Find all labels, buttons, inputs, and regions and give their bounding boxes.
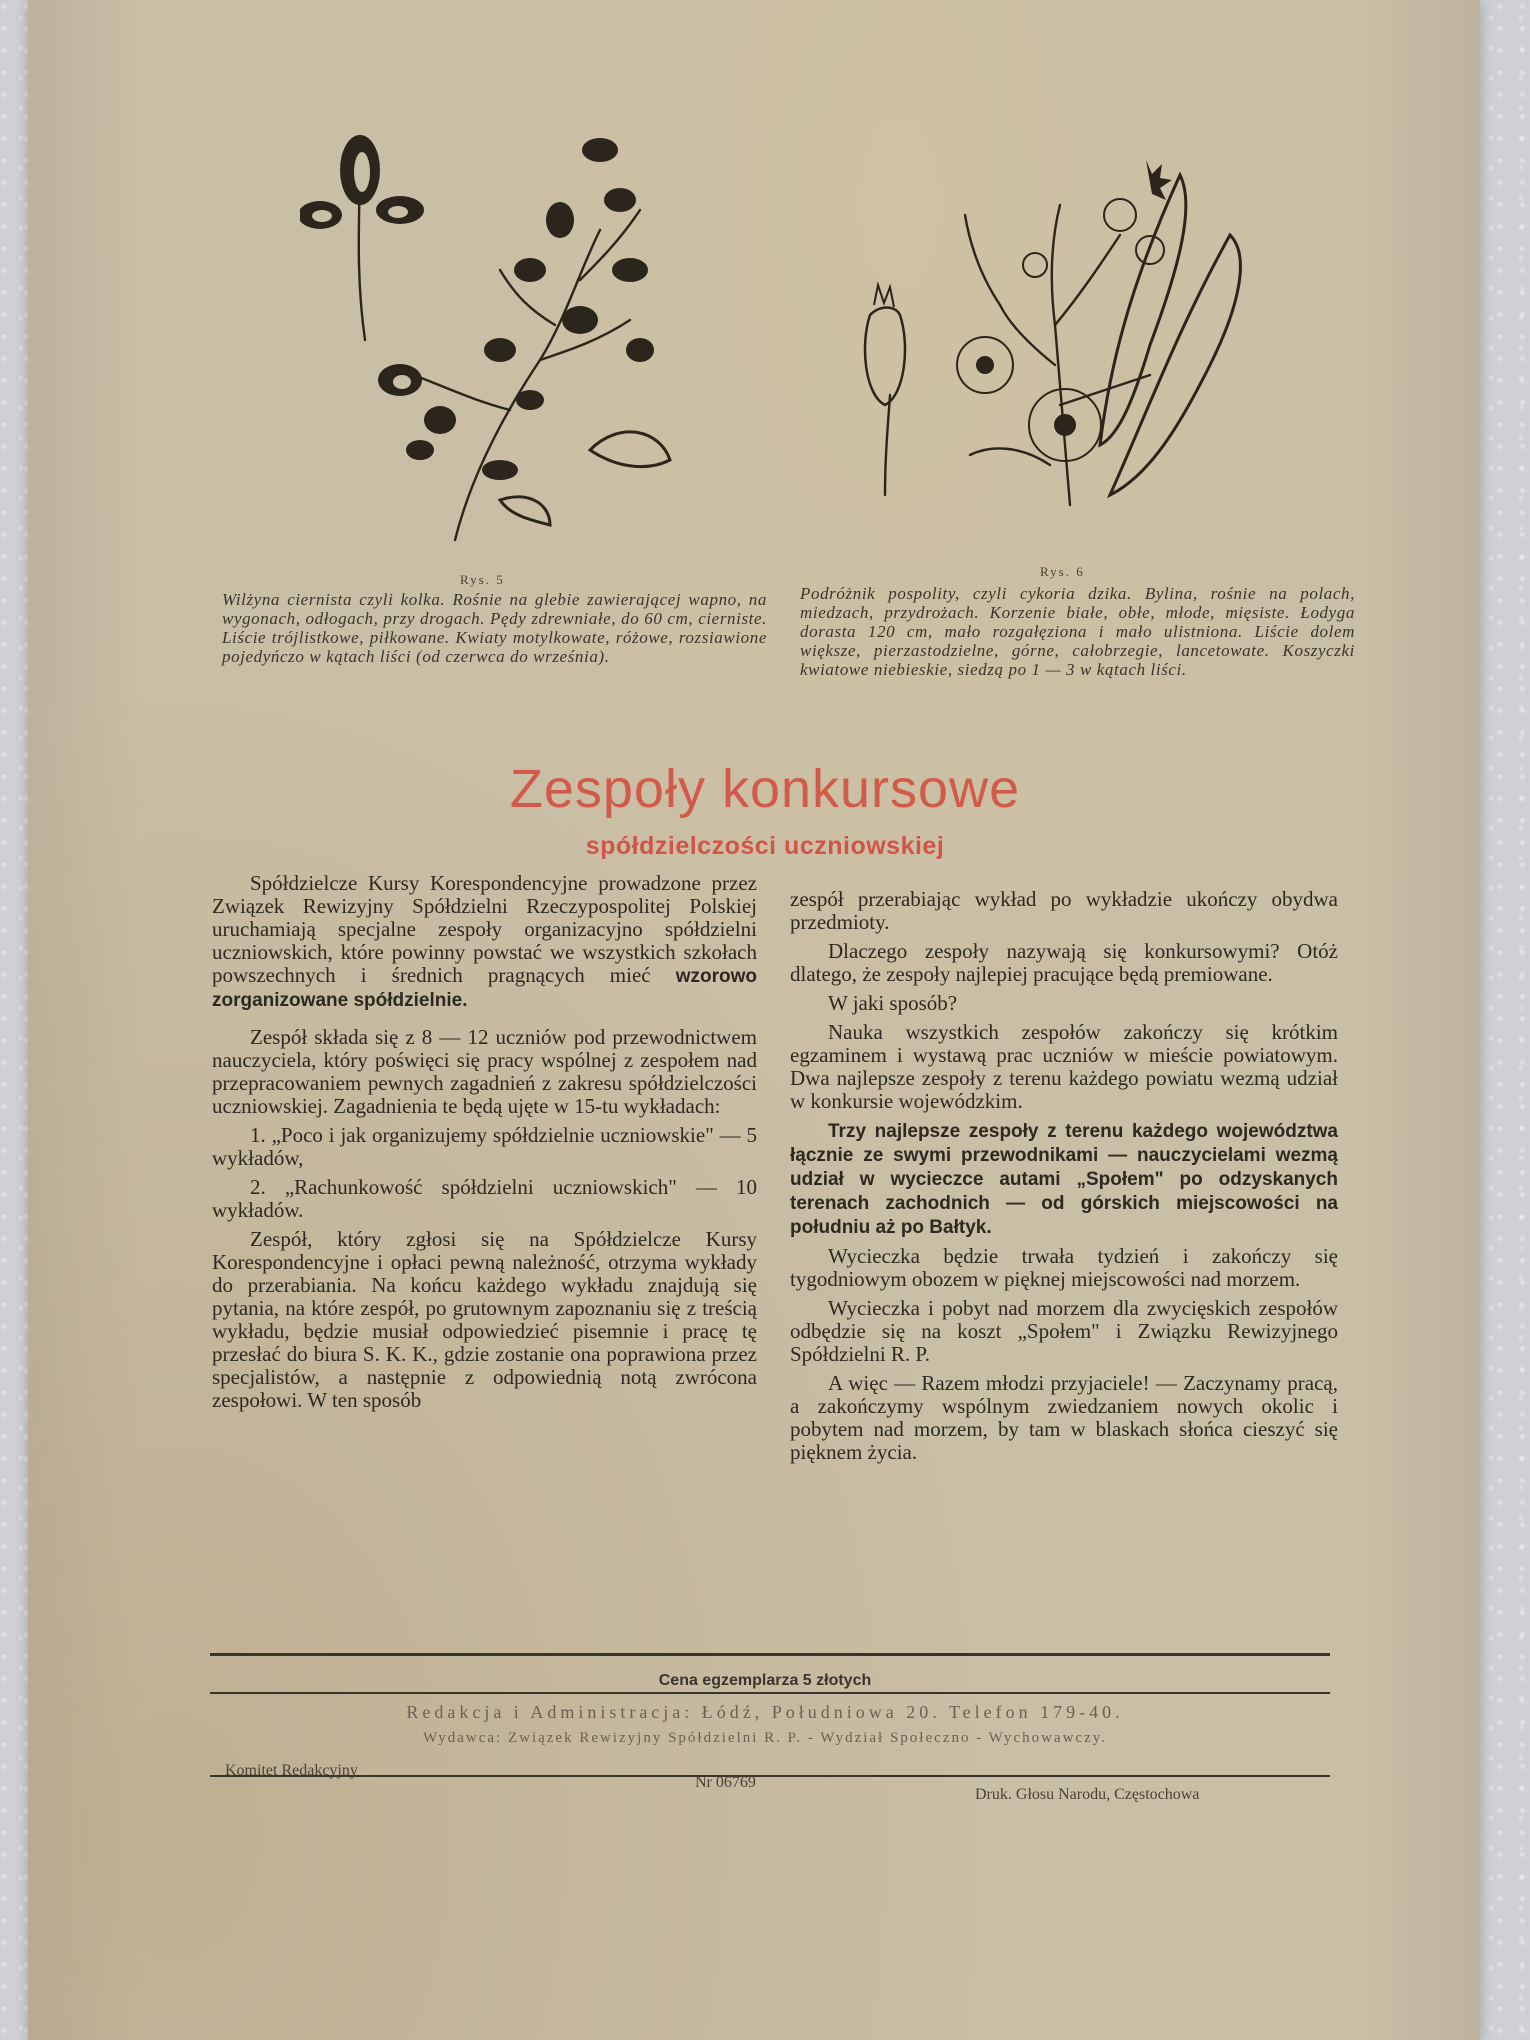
figure-6-label: Rys. 6 — [1040, 564, 1085, 579]
address-line: Redakcja i Administracja: Łódź, Południowa 20. Telefon 179-40. — [406, 1702, 1124, 1722]
list-item-1: 1. „Poco i jak organizujemy spółdzielnie uczniowskie" — 5 wykładów, — [212, 1123, 757, 1170]
footer-rule-middle — [210, 1692, 1330, 1694]
publisher-line: Wydawca: Związek Rewizyjny Spółdzielni R. P. - Wydział Społeczno - Wychowawczy. — [422, 1730, 1108, 1746]
printer-credit: Druk. Głosu Narodu, Częstochowa — [975, 1786, 1200, 1803]
figure-6-caption: Podróżnik pospolity, czyli cykoria dzika. Bylina, rośnie na polach, miedzach, przydrożach. Korzenie białe, obłe, młode, mięsiste. Łodyga dorasta 120 cm, mało rozgałęziona i mało ulistniona. Liście dolem większe, pierzastodzielne, górne, całobrzegie, lancetowate. Koszyczki kwiatowe niebieskie, siedzą po 1 — 3 w kątach liści. — [800, 584, 1355, 679]
list-item-2: 2. „Rachunkowość spółdzielni uczniowskich" — 10 wykładów. — [212, 1175, 757, 1222]
right-paragraph-1: zespół przerabiając wykład po wykładzie ukończy obydwa przedmioty. — [790, 887, 1338, 934]
headline-subtitle: spółdzielczości uczniowskiej — [585, 832, 945, 860]
figure-5-label: Rys. 5 — [460, 572, 505, 587]
left-paragraph-3: Zespół, który zgłosi się na Spółdzielcze Kursy Korespondencyjne i opłaci pewną należność, otrzyma wykłady do przerabiania. Na końcu każdego wykładu znajdują się pytania, na które zespół, po grutownym zapoznaniu się z treścią wykładu, będzie musiał odpowiedzieć pisemnie i pracę tę przesłać do biura S. K. K., gdzie zostanie ona poprawiona przez specjalistów, a następnie z odpowiednią notą zwrócona zespołowi. W ten sposób — [212, 1227, 757, 1412]
right-paragraph-8: A więc — Razem młodzi przyjaciele! — Zaczynamy pracą, a zakończymy wspólnym zwiedzaniem nowych okolic i pobytem nad morzem, by tam w blaskach słońca cieszyć się pięknem życia. — [790, 1371, 1338, 1464]
left-paragraph-1-bold: wzorowo zorganizowane spółdzielnie. — [212, 966, 757, 1011]
footer-rule-bottom — [210, 1775, 1330, 1777]
right-paragraph-2: Dlaczego zespoły nazywają się konkursowymi? Otóż dlatego, że zespoły najlepiej pracujące będą premiowane. — [790, 939, 1338, 986]
figure-rys-5-illustration — [300, 120, 680, 550]
right-paragraph-7: Wycieczka i pobyt nad morzem dla zwycięskich zespołów odbędzie się na koszt „Społem" i Związku Rewizyjnego Spółdzielni R. P. — [790, 1296, 1338, 1366]
right-paragraph-3: W jaki sposób? — [828, 991, 958, 1015]
right-paragraph-5-bold: Trzy najlepsze zespoły z terenu każdego województwa łącznie ze swymi przewodnikami — nauczycielami wezmą udział w wycieczce autami „Społem" po odzyskanych terenach zachodnich — od górskich miejscowości na południu aż po Bałtyk. — [790, 1121, 1338, 1238]
figure-5-caption: Wilżyna ciernista czyli kolka. Rośnie na glebie zawierającej wapno, na wygonach, odłogach, przy drogach. Pędy zdrewniałe, do 60 cm, cierniste. Liście trójlistkowe, piłkowane. Kwiaty motylkowate, różowe, rozsiawione pojedyńczo w kątach liści (od czerwca do września). — [222, 590, 767, 666]
right-paragraph-6: Wycieczka będzie trwała tydzień i zakończy się tygodniowym obozem w pięknej miejscowości nad morzem. — [790, 1244, 1338, 1291]
left-paragraph-1 — [212, 872, 757, 1012]
article-left-column — [212, 872, 757, 1418]
headline-title: Zespoły konkursowe — [509, 759, 1021, 819]
left-paragraph-1-text: Spółdzielcze Kursy Korespondencyjne prowadzone przez Związek Rewizyjny Spółdzielni Rzeczypospolitej Polskiej uruchamiają specjalne zespoły organizacyjno spółdzielni uczniowskich, które powinny powstać we wszystkich szkołach powszechnych i średnich pragnących mieć — [212, 871, 757, 987]
editorial-committee: Komitet Redakcyjny — [225, 1762, 358, 1779]
price-line: Cena egzemplarza 5 złotych — [658, 1672, 872, 1689]
issue-number: Nr 06769 — [695, 1774, 756, 1791]
figure-rys-6-illustration — [850, 145, 1280, 515]
right-paragraph-5 — [790, 1119, 1338, 1239]
article-right-column — [790, 888, 1338, 1470]
left-paragraph-2: Zespół składa się z 8 — 12 uczniów pod przewodnictwem nauczyciela, który poświęci się pracy wspólnej z zespołem nad przepracowaniem pewnych zagadnień z zakresu spółdzielczości uczniowskiej. Zagadnienia te będą ujęte w 15-tu wykładach: — [212, 1025, 757, 1118]
right-paragraph-4: Nauka wszystkich zespołów zakończy się krótkim egzaminem i wystawą prac uczniów w mieście powiatowym. Dwa najlepsze zespoły z terenu każdego powiatu wezmą udział w konkursie wojewódzkim. — [790, 1020, 1338, 1113]
footer-rule-top — [210, 1653, 1330, 1656]
